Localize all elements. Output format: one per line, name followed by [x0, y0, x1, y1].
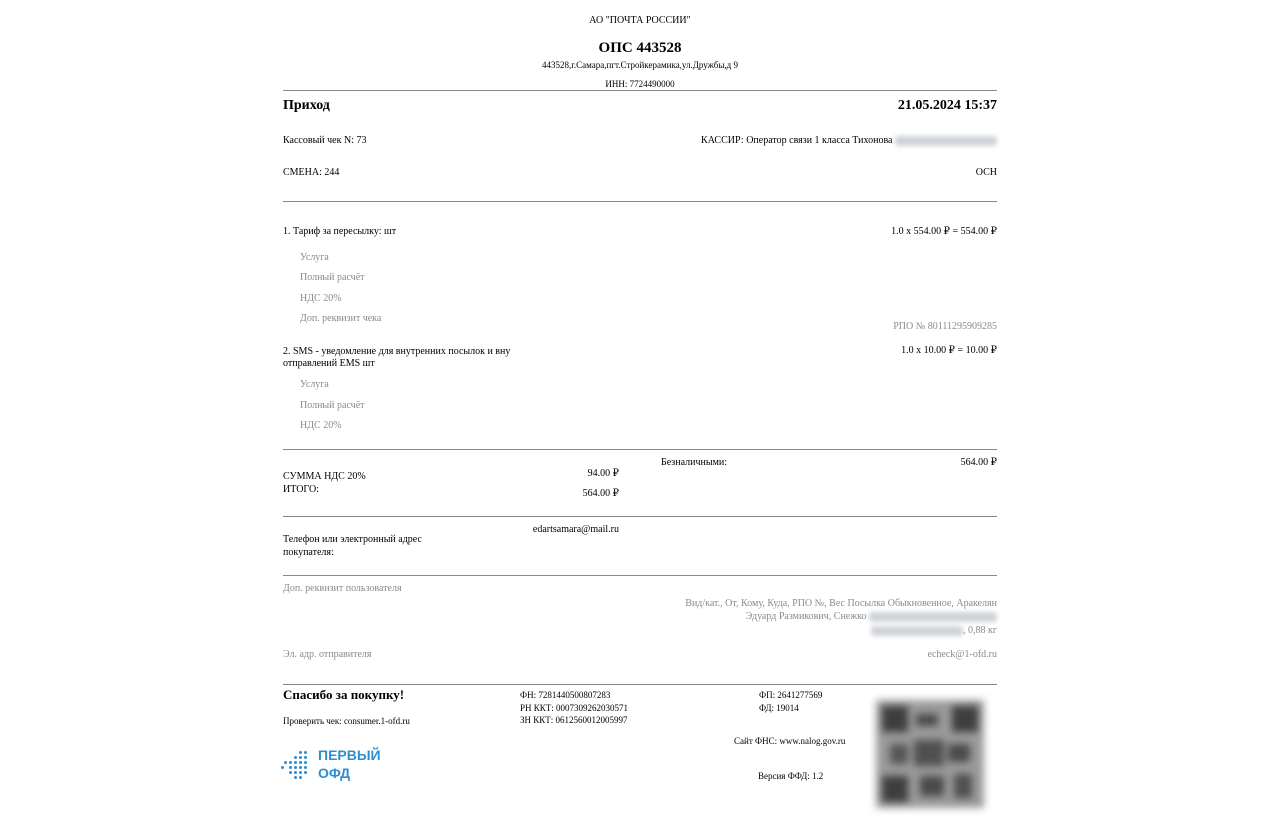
item-1-attr: НДС 20% [300, 293, 342, 304]
ffd-version: Версия ФФД: 1.2 [758, 771, 824, 781]
vat-label: СУММА НДС 20% [283, 471, 366, 482]
cashless-value: 564.00 ₽ [960, 457, 997, 468]
divider [283, 516, 997, 517]
item-1-name: 1. Тариф за пересылку: шт [283, 226, 397, 237]
total-value: 564.00 ₽ [582, 488, 619, 499]
qr-code [876, 700, 984, 808]
fp-number: ФП: 2641277569 [759, 690, 823, 700]
redacted-name [869, 612, 997, 622]
user-attr-line3 [871, 625, 997, 636]
user-attr-weight: , 0,88 кг [963, 625, 997, 636]
cashier [701, 135, 997, 146]
item-2-attr: НДС 20% [300, 420, 342, 431]
vat-value: 94.00 ₽ [587, 468, 619, 479]
ofd-logo-text-line1: ПЕРВЫЙ [318, 747, 381, 763]
org-name: АО "ПОЧТА РОССИИ" [589, 15, 691, 26]
divider [283, 90, 997, 91]
redacted-text [871, 626, 963, 636]
item-1-calc: 1.0 x 554.00 ₽ = 554.00 ₽ [891, 226, 997, 237]
item-1-attr: Полный расчёт [300, 272, 365, 283]
tax-system: ОСН [975, 167, 997, 178]
cashier-label: КАССИР: Оператор связи 1 класса Тихонова [701, 135, 893, 146]
receipt-type: Приход [283, 98, 330, 113]
divider [283, 449, 997, 450]
user-attr-label: Доп. реквизит пользователя [283, 583, 402, 594]
sender-label: Эл. адр. отправителя [283, 649, 372, 660]
receipt-datetime: 21.05.2024 15:37 [897, 98, 997, 113]
item-1-attr: Услуга [300, 252, 329, 263]
item-1-attr: Доп. реквизит чека [300, 313, 382, 324]
buyer-label-line1: Телефон или электронный адрес [283, 534, 422, 545]
total-label: ИТОГО: [283, 484, 319, 495]
inn: ИНН: 7724490000 [605, 79, 675, 89]
item-2-name-line2: отправлений EMS шт [283, 358, 375, 369]
fd-number: ФД: 19014 [759, 703, 799, 713]
sender-email: echeck@1-ofd.ru [927, 649, 997, 660]
divider [283, 201, 997, 202]
office-title: ОПС 443528 [598, 40, 682, 56]
check-number: Кассовый чек N: 73 [283, 135, 367, 146]
divider [283, 684, 997, 685]
office-address: 443528,г.Самара,пгт.Стройкерамика,ул.Дружбы,д 9 [542, 60, 738, 70]
ofd-logo-icon [281, 749, 309, 779]
fns-site: Сайт ФНС: www.nalog.gov.ru [734, 736, 846, 746]
check-link: Проверить чек: consumer.1-ofd.ru [283, 716, 410, 726]
item-2-name-line1: 2. SMS - уведомление для внутренних посылок и вну [283, 346, 511, 357]
item-2-attr: Услуга [300, 379, 329, 390]
user-attr-line2-text: Эдуард Размикович, Снежко [745, 611, 867, 622]
zn-kkt: ЗН ККТ: 0612560012005997 [520, 715, 628, 725]
item-2-attr: Полный расчёт [300, 400, 365, 411]
rn-kkt: РН ККТ: 0007309262030571 [520, 703, 629, 713]
redacted-surname [895, 136, 997, 146]
thanks-message: Спасибо за покупку! [283, 687, 405, 702]
buyer-email: edartsamara@mail.ru [532, 524, 619, 535]
fn-number: ФН: 7281440500807283 [520, 690, 611, 700]
user-attr-line1: Вид/кат., От, Кому, Куда, РПО №, Вес Посылка Обыкновенное, Аракелян [685, 598, 997, 609]
cashless-label: Безналичными: [661, 457, 728, 468]
ofd-logo-text-line2: ОФД [318, 765, 351, 781]
item-2-calc: 1.0 x 10.00 ₽ = 10.00 ₽ [901, 345, 997, 356]
divider [283, 575, 997, 576]
buyer-label-line2: покупателя: [283, 547, 334, 558]
shift: СМЕНА: 244 [283, 167, 340, 178]
item-1-rpo: РПО № 80111295909285 [893, 321, 997, 332]
user-attr-line2 [746, 611, 997, 622]
